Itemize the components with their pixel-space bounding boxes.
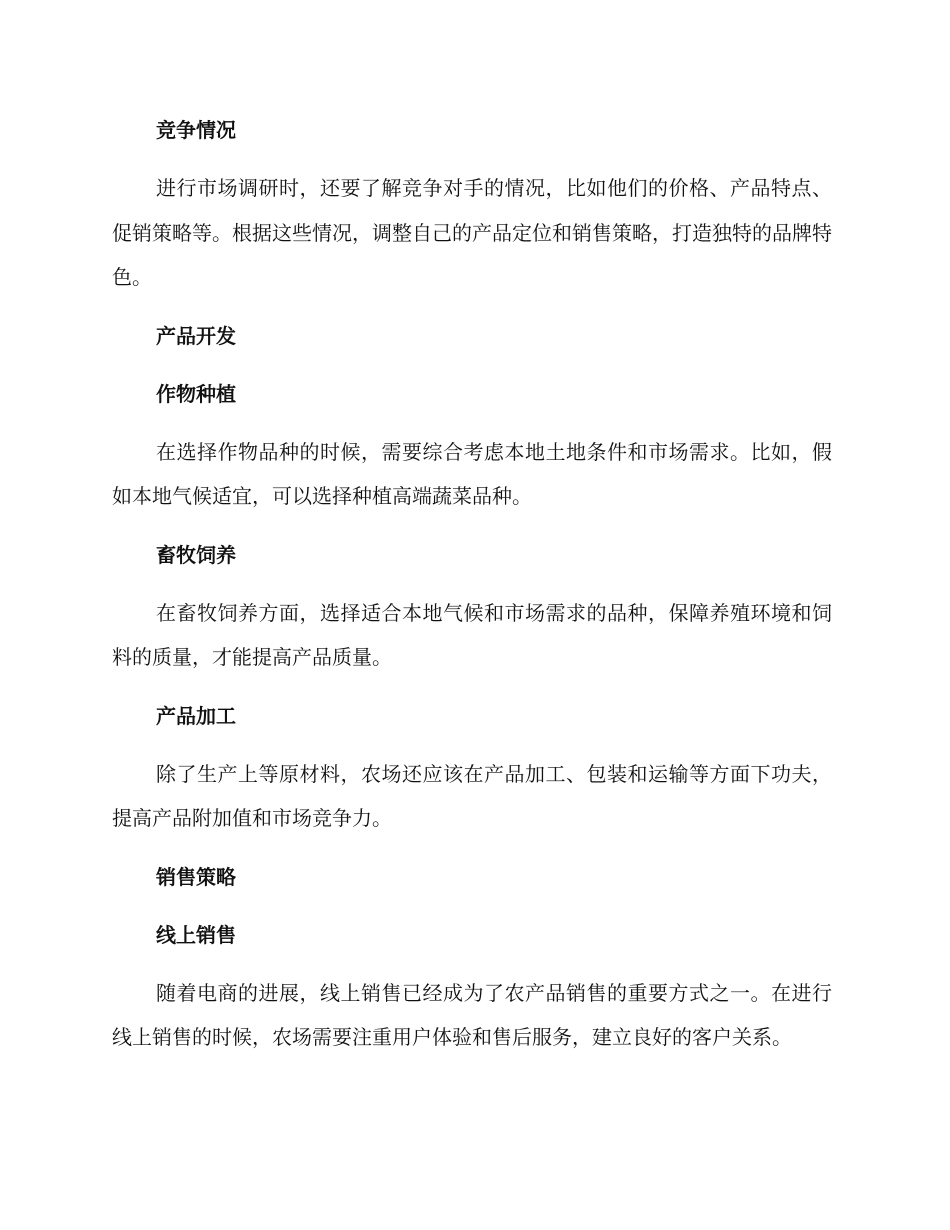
paragraph-competition: 进行市场调研时，还要了解竞争对手的情况，比如他们的价格、产品特点、促销策略等。根据这些情况，调整自己的产品定位和销售策略，打造独特的品牌特色。	[112, 176, 832, 289]
paragraph-crop-planting: 在选择作物品种的时候，需要综合考虑本地土地条件和市场需求。比如，假如本地气候适宜，可以选择种植高端蔬菜品种。	[112, 439, 832, 508]
subsection-heading-crop-planting: 作物种植	[156, 381, 236, 406]
subsection-heading-online-sales: 线上销售	[156, 922, 236, 947]
section-heading-sales-strategy: 销售策略	[156, 864, 236, 889]
subsection-heading-processing: 产品加工	[156, 703, 236, 728]
paragraph-livestock: 在畜牧饲养方面，选择适合本地气候和市场需求的品种，保障养殖环境和饲料的质量，才能提高产品质量。	[112, 600, 832, 669]
paragraph-online-sales: 随着电商的进展，线上销售已经成为了农产品销售的重要方式之一。在进行线上销售的时候，农场需要注重用户体验和售后服务，建立良好的客户关系。	[112, 980, 832, 1049]
section-heading-product-development: 产品开发	[156, 323, 236, 348]
paragraph-processing: 除了生产上等原材料，农场还应该在产品加工、包装和运输等方面下功夫，提高产品附加值和市场竞争力。	[112, 761, 832, 830]
document-body	[112, 108, 832, 1074]
section-heading-competition: 竞争情况	[156, 118, 236, 142]
subsection-heading-livestock: 畜牧饲养	[156, 542, 236, 567]
